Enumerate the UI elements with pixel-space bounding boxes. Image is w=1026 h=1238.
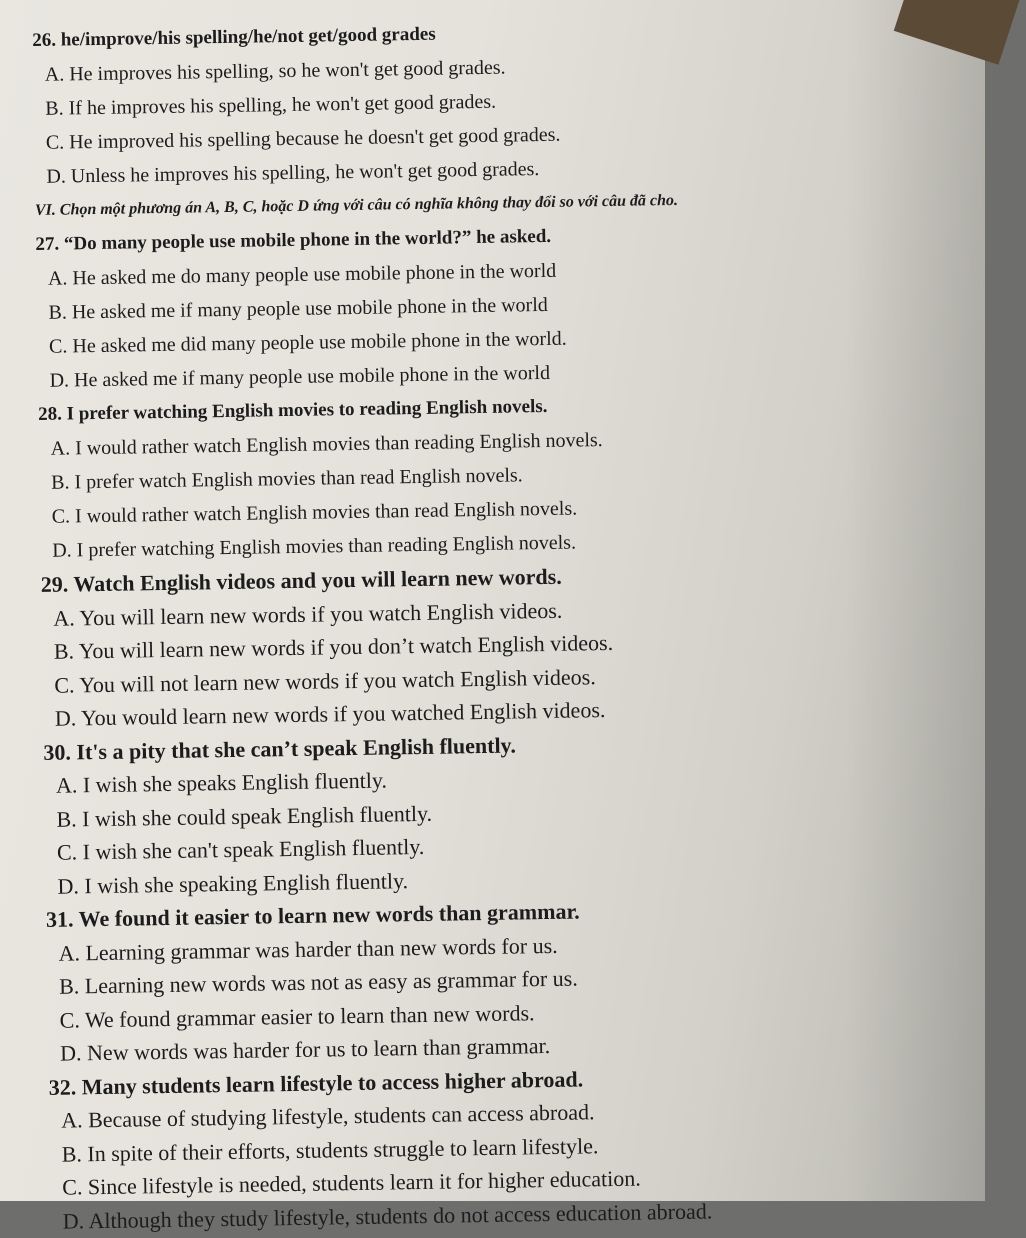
option-c: C. He improved his spelling because he doesn't get good grades. — [45, 123, 561, 154]
option-a: A. I would rather watch English movies than reading English novels. — [50, 429, 603, 460]
option-b: B. You will learn new words if you don’t watch English videos. — [53, 629, 614, 664]
option-a: A. He asked me do many people use mobile phone in the world — [47, 259, 557, 290]
option-a: A. He improves his spelling, so he won't get good grades. — [44, 56, 506, 86]
question-stem: 28. I prefer watching English movies to reading English novels. — [37, 395, 548, 425]
option-b: B. I prefer watch English movies than read English novels. — [51, 464, 523, 494]
option-a: A. Learning grammar was harder than new words for us. — [58, 932, 558, 966]
option-d: D. He asked me if many people use mobile phone in the world — [49, 361, 551, 392]
option-c: C. He asked me did many people use mobile phone in the world. — [48, 327, 567, 358]
question-30 — [43, 721, 976, 903]
option-d: D. I wish she speaking English fluently. — [57, 867, 409, 899]
section-heading: VI. Chọn một phương án A, B, C, hoặc D ứng với câu có nghĩa không thay đổi so với câu đã cho. — [34, 191, 679, 219]
question-29 — [41, 553, 974, 735]
question-stem: 32. Many students learn lifestyle to access higher abroad. — [48, 1065, 584, 1100]
question-stem: 31. We found it easier to learn new words than grammar. — [45, 898, 580, 932]
question-26 — [32, 9, 965, 194]
question-stem: 30. It's a pity that she can’t speak English fluently. — [43, 731, 517, 765]
question-stem: 29. Watch English videos and you will learn new words. — [40, 563, 562, 597]
option-c: C. We found grammar easier to learn than new words. — [59, 999, 535, 1033]
question-stem: 26. he/improve/his spelling/he/not get/good grades — [32, 23, 436, 51]
worksheet-text — [32, 9, 981, 1237]
option-b: B. Learning new words was not as easy as grammar for us. — [58, 965, 578, 999]
question-28 — [38, 383, 971, 568]
option-a: A. You will learn new words if you watch English videos. — [53, 597, 563, 631]
option-d: D. Unless he improves his spelling, he won't get good grades. — [46, 158, 540, 188]
option-d: D. Although they study lifestyle, students do not access education abroad. — [62, 1197, 713, 1234]
option-b: B. He asked me if many people use mobile phone in the world — [48, 293, 548, 324]
option-c: C. You will not learn new words if you watch English videos. — [54, 663, 596, 698]
option-b: B. I wish she could speak English fluently. — [56, 800, 433, 832]
option-d: D. You would learn new words if you watched English videos. — [54, 697, 606, 731]
option-a: A. Because of studying lifestyle, students can access abroad. — [61, 1099, 595, 1133]
question-31 — [46, 888, 979, 1070]
question-32 — [48, 1056, 981, 1238]
option-c: C. Since lifestyle is needed, students learn it for higher education. — [62, 1165, 641, 1200]
option-d: D. New words was harder for us to learn than grammar. — [59, 1032, 551, 1066]
question-stem: 27. “Do many people use mobile phone in the world?” he asked. — [35, 225, 552, 255]
option-b: B. In spite of their efforts, students struggle to learn lifestyle. — [61, 1132, 599, 1167]
option-c: C. I would rather watch English movies than read English novels. — [51, 497, 578, 528]
option-c: C. I wish she can't speak English fluently. — [56, 833, 425, 865]
question-27 — [35, 213, 968, 398]
option-a: A. I wish she speaks English fluently. — [55, 767, 388, 798]
option-b: B. If he improves his spelling, he won't get good grades. — [45, 90, 497, 120]
option-d: D. I prefer watching English movies than reading English novels. — [52, 531, 577, 562]
